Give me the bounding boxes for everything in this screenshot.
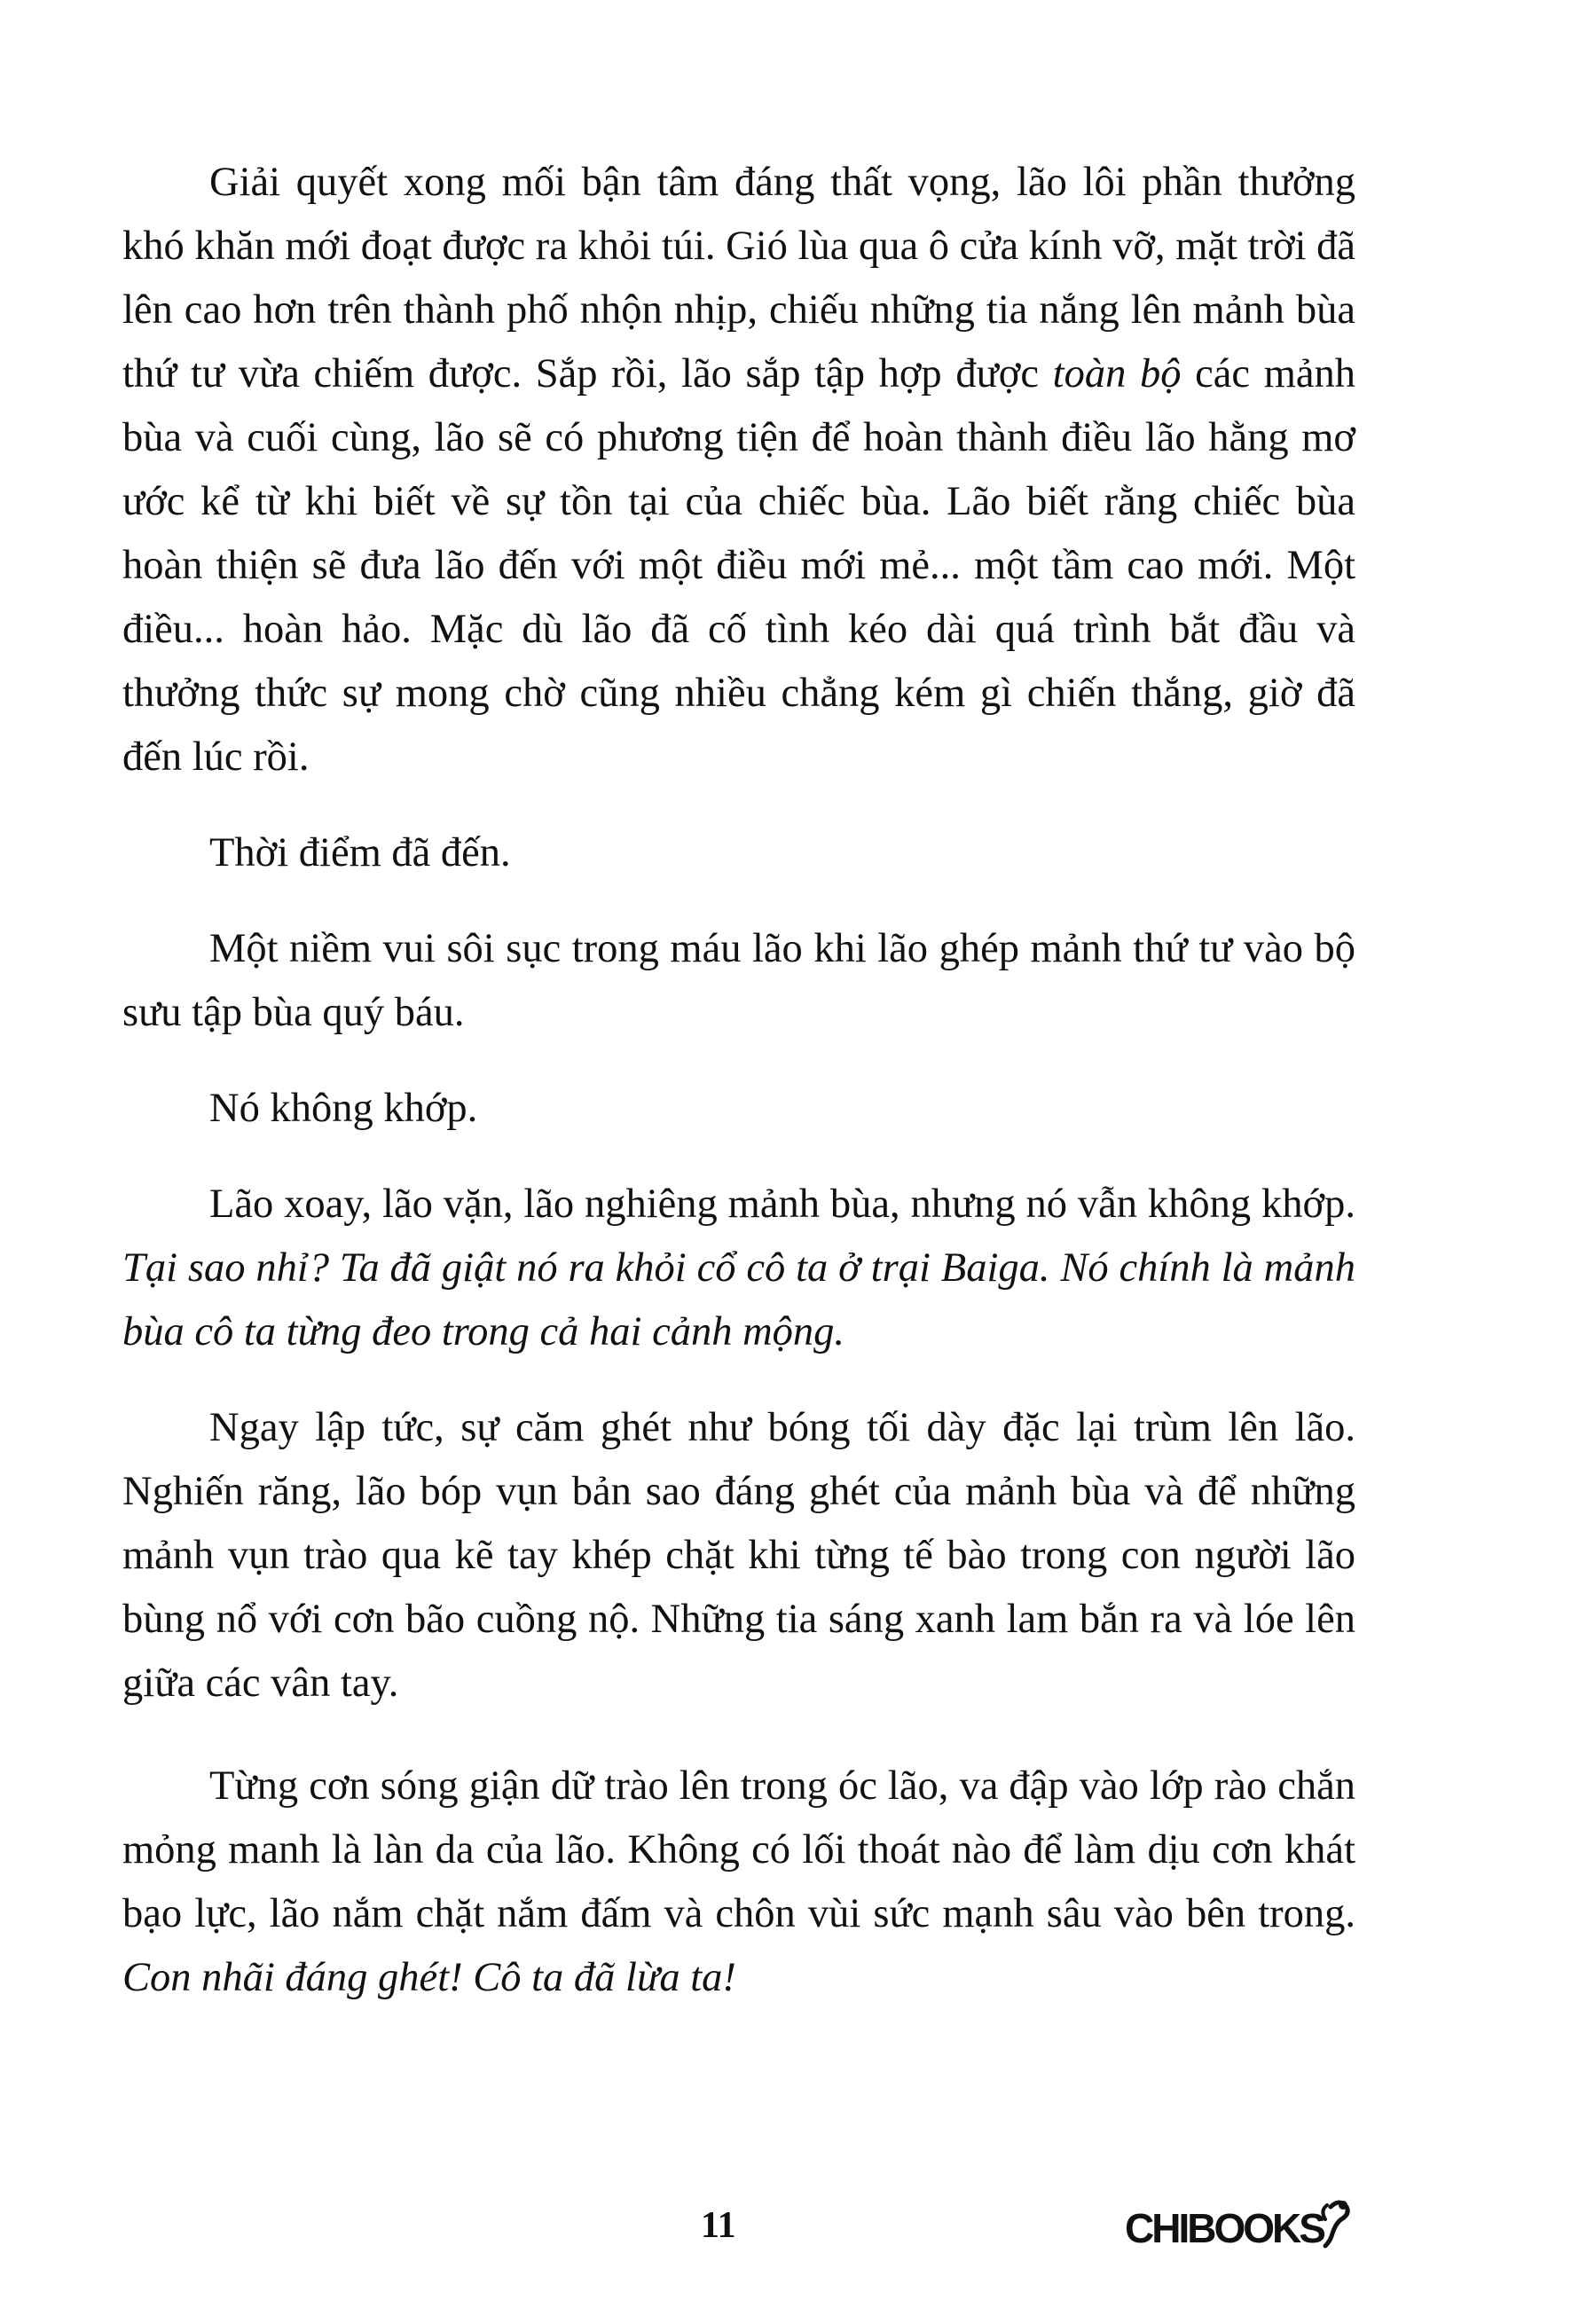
paragraph-6 <box>122 1396 1355 1716</box>
paragraph-5 <box>122 1173 1355 1364</box>
paragraph-2 <box>122 821 1355 885</box>
paragraph-1-italic-toan-bo: toàn bộ <box>1052 351 1182 396</box>
paragraph-4-text: Nó không khớp. <box>209 1086 478 1131</box>
paragraph-7-italic-thought: Con nhãi đáng ghét! Cô ta đã lừa ta! <box>122 1955 736 2000</box>
paragraph-1 <box>122 151 1355 789</box>
paragraph-7 <box>122 1755 1355 2010</box>
paragraph-4 <box>122 1077 1355 1141</box>
paragraph-3 <box>122 917 1355 1045</box>
paragraph-1-run-3: các mảnh bùa và cuối cùng, lão sẽ có phương tiện để hoàn thành điều lão hằng mơ ước kể từ khi biết về sự tồn tại của chiếc bùa. Lão biết rằng chiếc bùa hoàn thiện sẽ đưa lão đến với một điều mới mẻ... một tầm cao mới. Một điều... hoàn hảo. Mặc dù lão đã cố tình kéo dài quá trình bắt đầu và thưởng thức sự mong chờ cũng nhiều chẳng kém gì chiến thắng, giờ đã đến lúc rồi. <box>122 351 1355 780</box>
paragraph-6-text: Ngay lập tức, sự căm ghét như bóng tối dày đặc lại trùm lên lão. Nghiến răng, lão bóp vụn bản sao đáng ghét của mảnh bùa và để những mảnh vụn trào qua kẽ tay khép chặt khi từng tế bào trong con người lão bùng nổ với cơn bão cuồng nộ. Những tia sáng xanh lam bắn ra và lóe lên giữa các vân tay. <box>122 1405 1355 1706</box>
paragraph-5-run-1: Lão xoay, lão vặn, lão nghiêng mảnh bùa, nhưng nó vẫn không khớp. <box>209 1182 1355 1227</box>
paragraph-5-italic-thought: Tại sao nhỉ? Ta đã giật nó ra khỏi cổ cô ta ở trại Baiga. Nó chính là mảnh bùa cô ta từng đeo trong cả hai cảnh mộng. <box>122 1245 1355 1354</box>
page-footer <box>0 2191 1579 2262</box>
paragraph-3-text: Một niềm vui sôi sục trong máu lão khi lão ghép mảnh thứ tư vào bộ sưu tập bùa quý báu. <box>122 926 1355 1035</box>
paragraph-1-run-1: Giải quyết xong mối bận tâm đáng thất vọng, lão lôi phần thưởng khó khăn mới đoạt được ra khỏi túi. Gió lùa qua ô cửa kính vỡ, mặt trời đã lên cao hơn trên thành phố nhộn nhịp, chiếu những tia nắng lên mảnh bùa thứ tư vừa chiếm được. Sắp rồi, lão sắp tập hợp được <box>122 160 1355 396</box>
chibooks-logo-icon <box>1125 2198 1355 2251</box>
paragraph-7-run-1: Từng cơn sóng giận dữ trào lên trong óc lão, va đập vào lớp rào chắn mỏng manh là làn da của lão. Không có lối thoát nào để làm dịu cơn khát bạo lực, lão nắm chặt nắm đấm và chôn vùi sức mạnh sâu vào bên trong. <box>122 1763 1355 1936</box>
book-page <box>122 151 1355 2173</box>
page-number: 11 <box>701 2205 736 2246</box>
publisher-logo-text: CHIBOOKS <box>1125 2205 1324 2251</box>
paragraph-2-text: Thời điểm đã đến. <box>209 830 511 875</box>
